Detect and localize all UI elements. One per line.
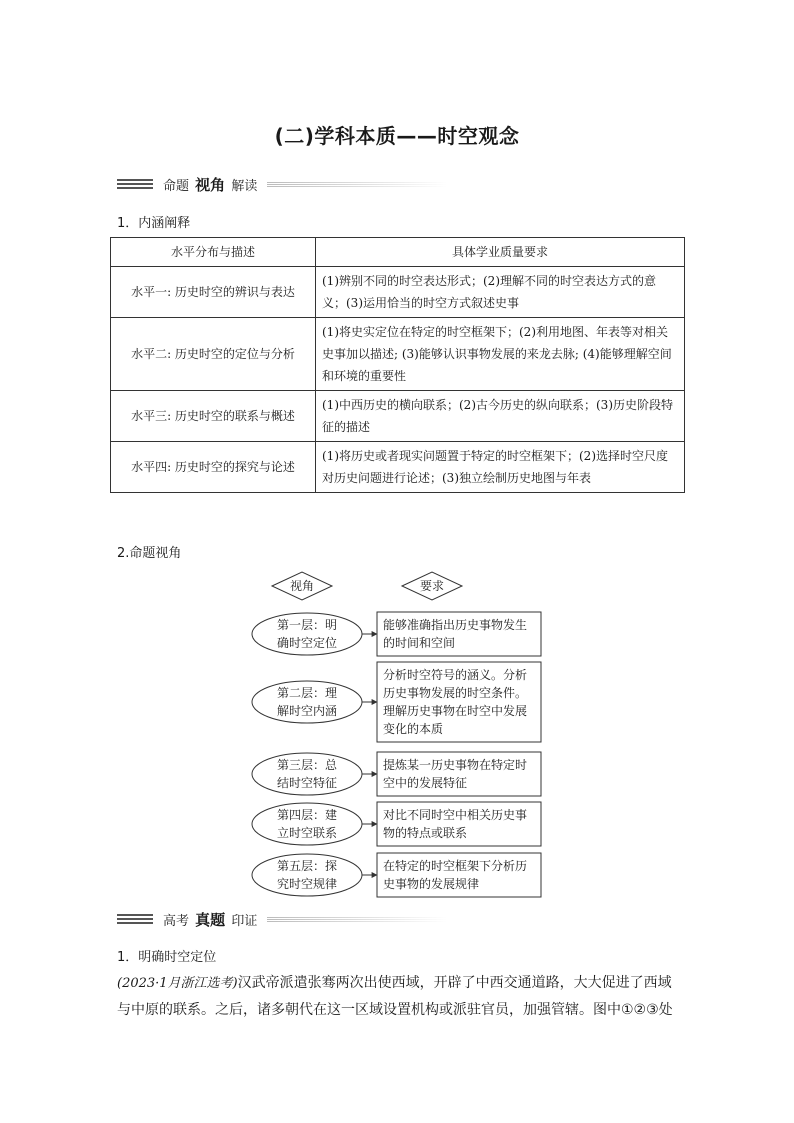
diagram-layer bbox=[252, 853, 541, 897]
diagram-layer bbox=[252, 802, 541, 846]
heading-perspective: 2.命题视角 bbox=[117, 546, 182, 561]
requirement-line: 空中的发展特征 bbox=[383, 776, 468, 790]
banner-pre: 命题 bbox=[163, 179, 190, 194]
requirement-line: 在特定的时空框架下分析历 bbox=[383, 859, 528, 873]
banner-divider bbox=[267, 917, 447, 923]
banner-stripes-icon bbox=[117, 914, 153, 924]
diamond-requirement-label: 要求 bbox=[419, 579, 445, 593]
layer-title-line: 第五层：探 bbox=[276, 859, 338, 873]
requirement-line: 理解历史事物在时空中发展 bbox=[383, 704, 528, 718]
requirement-cell: (1)将历史或者现实问题置于特定的时空框架下；(2)选择时空尺度对历史问题进行论述；(3)独立绘制历史地图与年表 bbox=[316, 442, 685, 493]
banner-label bbox=[163, 909, 257, 930]
banner-post: 解读 bbox=[231, 179, 258, 194]
level-cell: 水平二: 历史时空的定位与分析 bbox=[111, 318, 316, 391]
diamond-perspective bbox=[272, 572, 332, 600]
paragraph-line bbox=[117, 970, 687, 997]
requirement-line: 对比不同时空中相关历史事 bbox=[383, 808, 528, 822]
layer-title-line: 第三层：总 bbox=[276, 758, 338, 772]
requirement-line: 分析时空符号的涵义。分析 bbox=[383, 668, 528, 682]
layer-title-line: 第四层：建 bbox=[276, 808, 338, 822]
diagram-layer bbox=[252, 662, 541, 742]
diamond-perspective-label: 视角 bbox=[289, 579, 315, 593]
banner-bold: 视角 bbox=[195, 176, 226, 194]
requirement-cell: (1)将史实定位在特定的时空框架下；(2)利用地图、年表等对相关史事加以描述; (3)能够认识事物发展的来龙去脉; (4)能够理解空间和环境的重要性 bbox=[316, 318, 685, 391]
level-cell: 水平四: 历史时空的探究与论述 bbox=[111, 442, 316, 493]
layer-title-line: 确时空定位 bbox=[276, 636, 338, 650]
paragraph-source: (2023·1月浙江选考) bbox=[117, 976, 238, 991]
diagram-layer bbox=[252, 752, 541, 796]
paragraph-text: 汉武帝派遣张骞两次出使西域，开辟了中西交通道路，大大促进了西域 bbox=[237, 975, 672, 991]
layer-title-line: 第一层：明 bbox=[276, 618, 338, 632]
layer-title-line: 立时空联系 bbox=[276, 826, 338, 840]
level-cell: 水平一: 历史时空的辨识与表达 bbox=[111, 267, 316, 318]
heading-interpretation: 1．内涵阐释 bbox=[117, 216, 191, 231]
section-banner-exam bbox=[117, 909, 447, 931]
layer-title-line: 结时空特征 bbox=[276, 776, 338, 790]
diagram-layer bbox=[252, 612, 541, 656]
page-title: (二)学科本质——时空观念 bbox=[274, 124, 520, 148]
requirement-line: 物的特点或联系 bbox=[383, 826, 468, 840]
paragraph-line: 与中原的联系。之后，诸多朝代在这一区域设置机构或派驻官员，加强管辖。图中①②③处 bbox=[117, 1002, 673, 1018]
requirement-line: 能够准确指出历史事物发生 bbox=[383, 618, 528, 632]
requirement-cell: (1)辨别不同的时空表达形式；(2)理解不同的时空表达方式的意义；(3)运用恰当的时空方式叙述史事 bbox=[316, 267, 685, 318]
banner-post: 印证 bbox=[231, 914, 258, 929]
layer-title-line: 究时空规律 bbox=[276, 877, 338, 891]
layer-title-line: 解时空内涵 bbox=[276, 704, 338, 718]
requirement-line: 的时间和空间 bbox=[383, 636, 456, 650]
requirement-cell: (1)中西历史的横向联系；(2)古今历史的纵向联系；(3)历史阶段特征的描述 bbox=[316, 391, 685, 442]
requirement-line: 提炼某一历史事物在特定时 bbox=[383, 758, 528, 772]
requirement-line: 变化的本质 bbox=[383, 722, 444, 736]
table-header-level: 水平分布与描述 bbox=[111, 238, 316, 267]
banner-pre: 高考 bbox=[163, 914, 190, 929]
heading-locate: 1．明确时空定位 bbox=[117, 950, 217, 965]
level-cell: 水平三: 历史时空的联系与概述 bbox=[111, 391, 316, 442]
diamond-requirement bbox=[402, 572, 462, 600]
banner-bold: 真题 bbox=[195, 911, 226, 929]
table-header-requirement: 具体学业质量要求 bbox=[316, 238, 685, 267]
requirement-line: 史事物的发展规律 bbox=[383, 877, 480, 891]
layer-title-line: 第二层：理 bbox=[276, 686, 338, 700]
requirement-line: 历史事物发展的时空条件。 bbox=[383, 686, 528, 700]
body-paragraph bbox=[117, 970, 687, 1024]
